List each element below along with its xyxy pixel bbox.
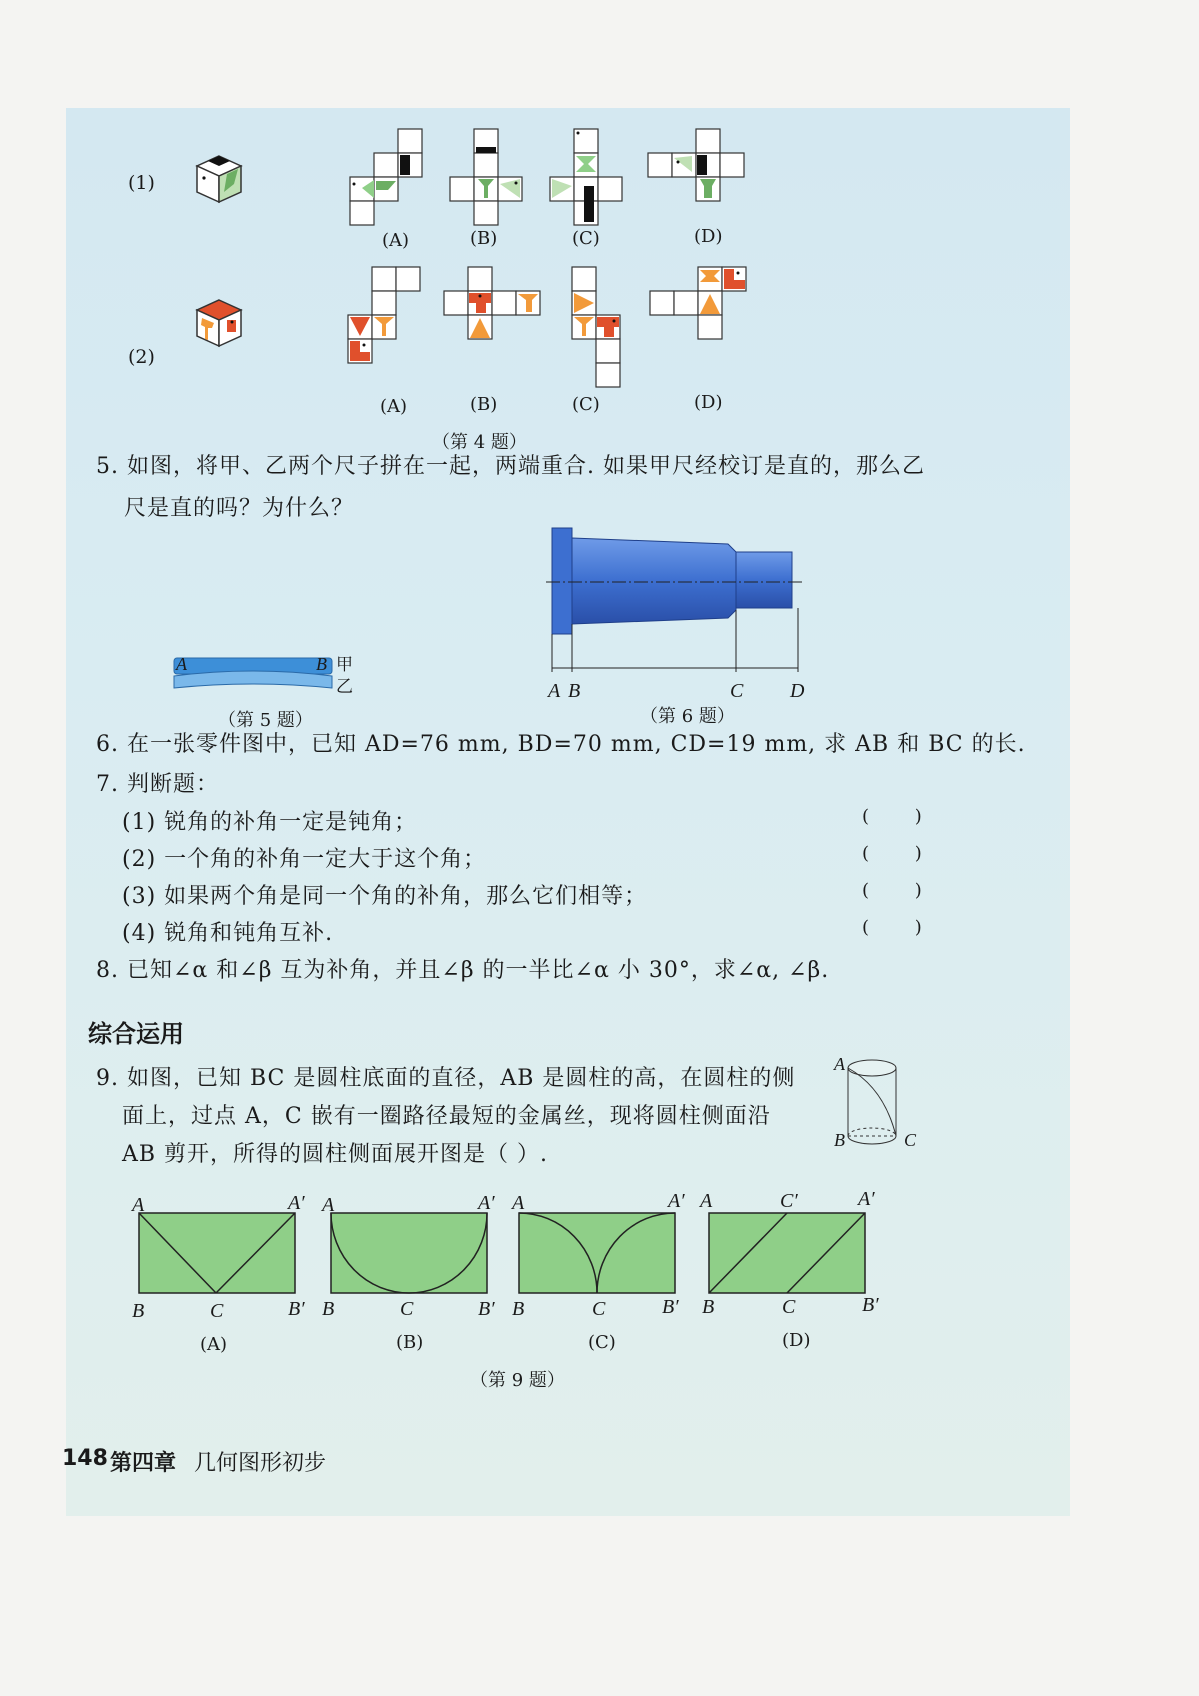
shaft-part-figure [546,524,806,684]
q9c-bottom-right: B′ [662,1296,679,1318]
q5-caption: （第 5 题） [218,710,313,731]
cyl-label-a: A [834,1054,845,1074]
q9-line1: 9. 如图，已知 BC 是圆柱底面的直径，AB 是圆柱的高，在圆柱的侧 [96,1066,796,1091]
q9a-top-left: A [132,1194,145,1216]
chapter-title: 几何图形初步 [194,1451,327,1476]
q4-net-2c [570,266,622,386]
q4-row2-label: (2) [128,346,155,368]
rulers-figure [172,652,340,694]
q7-answer-blank-2[interactable]: ( ) [862,843,922,864]
q9-line3: AB 剪开，所得的圆柱侧面展开图是（ ）. [122,1142,549,1167]
cyl-label-c: C [904,1130,917,1150]
cube-icon-1 [194,154,244,206]
q4-r1-opt-b: (B) [470,228,498,249]
q5-label-b: B [316,654,327,674]
q9-caption: （第 9 题） [470,1370,565,1391]
ruler-jia-label: 甲 [336,655,353,675]
q4-r2-opt-c: (C) [572,394,600,415]
q9-option-c[interactable]: (C) [588,1332,616,1353]
q9b-bottom-left: B [322,1298,335,1320]
q5-text-line2: 尺是直的吗？为什么？ [124,496,355,521]
page-number: 148 [62,1446,108,1471]
q9-option-b-figure [330,1212,490,1296]
q9d-bottom-right: B′ [862,1294,879,1316]
q9d-top-right: A′ [858,1188,875,1210]
q9d-top-left: A [700,1190,713,1212]
section-title: 综合运用 [88,1020,184,1048]
q9a-bottom-mid: C [210,1300,224,1322]
cube-icon-2 [194,298,244,350]
q9d-bottom-left: B [702,1296,715,1318]
q9c-top-right: A′ [668,1190,685,1212]
q4-net-2a [346,266,422,362]
q4-r2-opt-a: (A) [380,396,408,417]
q7-answer-blank-4[interactable]: ( ) [862,917,922,938]
q4-r2-opt-d: (D) [694,392,723,413]
q9d-top-mid: C′ [780,1190,798,1212]
q8-text: 8. 已知∠α 和∠β 互为补角，并且∠β 的一半比∠α 小 30°，求∠α, ∠β. [96,958,830,983]
q9-option-c-figure [518,1212,678,1296]
cyl-label-b: B [834,1130,845,1150]
q9-option-a[interactable]: (A) [200,1334,228,1355]
q9-option-b[interactable]: (B) [396,1332,424,1353]
q9b-top-left: A [322,1194,335,1216]
q9a-bottom-right: B′ [288,1298,305,1320]
q9a-bottom-left: B [132,1300,145,1322]
q7-answer-blank-1[interactable]: ( ) [862,806,922,827]
q9c-top-left: A [512,1192,525,1214]
q6-label-c: C [730,680,744,702]
q5-text-line1: 5. 如图，将甲、乙两个尺子拼在一起，两端重合. 如果甲尺经校订是直的，那么乙 [96,454,925,479]
q4-r1-opt-d: (D) [694,226,723,247]
q7-answer-blank-3[interactable]: ( ) [862,880,922,901]
q4-net-2d [648,266,748,338]
q4-net-1c [548,128,624,224]
q6-label-b: B [568,680,581,702]
ruler-yi-label: 乙 [336,677,353,697]
q7-item-4: (4) 锐角和钝角互补. [122,921,334,946]
q9a-top-right: A′ [288,1192,305,1214]
q9-line2: 面上，过点 A，C 嵌有一圈路径最短的金属丝，现将圆柱侧面沿 [122,1104,771,1129]
q6-label-a: A [548,680,561,702]
q9b-top-right: A′ [478,1192,495,1214]
q4-r2-opt-b: (B) [470,394,498,415]
q4-net-1d [646,128,746,200]
q6-caption: （第 6 题） [640,706,735,727]
q6-text: 6. 在一张零件图中，已知 AD=76 mm, BD=70 mm, CD=19 mm, 求 AB 和 BC 的长. [96,732,1026,757]
q7-title: 7. 判断题： [96,772,219,797]
cylinder-figure [842,1054,912,1154]
chapter-label: 第四章 [110,1451,177,1476]
q9b-bottom-mid: C [400,1298,414,1320]
q9-option-a-figure [138,1212,298,1296]
q7-item-2: (2) 一个角的补角一定大于这个角； [122,847,487,872]
q9d-bottom-mid: C [782,1296,796,1318]
q9c-bottom-left: B [512,1298,525,1320]
q9c-bottom-mid: C [592,1298,606,1320]
q4-caption: （第 4 题） [432,432,527,453]
q4-net-2b [442,266,542,338]
q4-row1-label: (1) [128,172,155,194]
q7-item-1: (1) 锐角的补角一定是钝角； [122,810,418,835]
q5-label-a: A [176,654,187,674]
q4-r1-opt-a: (A) [382,230,410,251]
q9-option-d[interactable]: (D) [782,1330,811,1351]
q9b-bottom-right: B′ [478,1298,495,1320]
q6-label-d: D [790,680,805,702]
q7-item-3: (3) 如果两个角是同一个角的补角，那么它们相等； [122,884,648,909]
q4-net-1b [448,128,524,224]
q4-net-1a [348,128,424,224]
q9-option-d-figure [708,1212,868,1296]
q4-r1-opt-c: (C) [572,228,600,249]
